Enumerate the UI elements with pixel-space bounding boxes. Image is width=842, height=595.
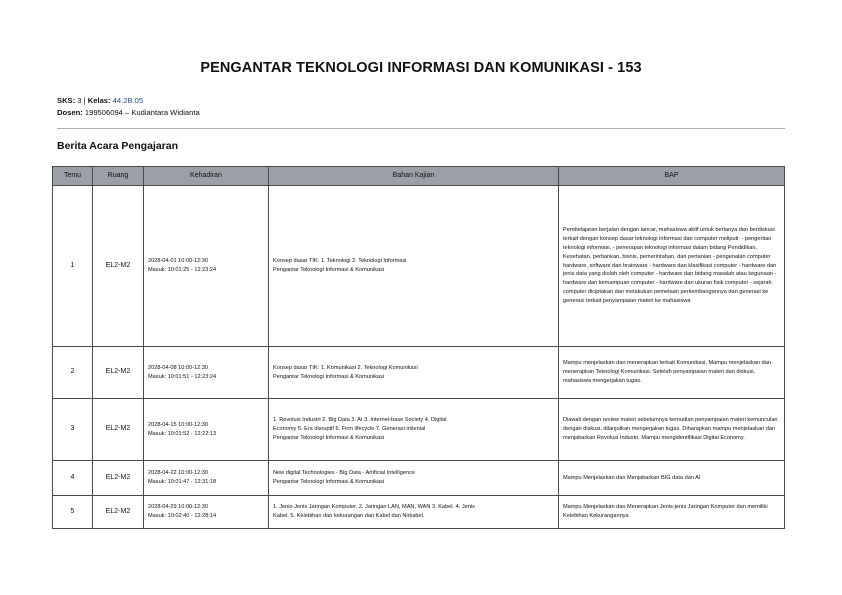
kehadiran-jadwal: 2028-04-08 10:00-12:30 bbox=[148, 364, 209, 371]
header-bap: BAP bbox=[559, 167, 785, 186]
header-bahan-kajian: Bahan Kajian bbox=[269, 167, 559, 186]
cell-bap: Diawali dengan review materi sebelumnya kemudian penyampaian materi kemunculan dengan diskusi, dilanjutkan mengerjakan tugas. Diharapkan mampu menjelaskan dan menjabarkan Revolusi Industri. Mampu mengidentifikasi Digital Economy. bbox=[559, 399, 785, 461]
dosen-label: Dosen: bbox=[57, 108, 83, 117]
cell-kehadiran bbox=[144, 461, 269, 496]
cell-kehadiran bbox=[144, 347, 269, 399]
bahan-line: 1. Revolusi Industri 2. Big Data 3. AI 3. Internet-base Society 4. Digital bbox=[273, 417, 447, 424]
cell-ruang: EL2-M2 bbox=[93, 347, 144, 399]
header-ruang: Ruang bbox=[93, 167, 144, 186]
cell-ruang: EL2-M2 bbox=[93, 461, 144, 496]
cell-bahan-kajian bbox=[269, 399, 559, 461]
dosen-line bbox=[57, 107, 200, 119]
cell-bap: Mampu Menjelaskan dan Menerapkan Jenis-jenis Jaringan Komputer dan memiliki Kelebihan Kekurangannya bbox=[559, 496, 785, 529]
header-temu: Temu bbox=[53, 167, 93, 186]
kelas-label: Kelas: bbox=[87, 96, 111, 105]
teaching-record-table bbox=[52, 166, 785, 529]
bahan-line: Pengantar Teknologi Informasi & Komunikasi bbox=[273, 479, 385, 485]
section-title: Berita Acara Pengajaran bbox=[57, 140, 179, 152]
kehadiran-masuk: Masuk: 10:01:25 - 12:23:24 bbox=[148, 267, 217, 273]
sks-label: SKS: bbox=[57, 96, 76, 105]
cell-bahan-kajian bbox=[269, 347, 559, 399]
cell-ruang: EL2-M2 bbox=[93, 496, 144, 529]
cell-temu: 5 bbox=[53, 496, 93, 529]
cell-bap: Mampu menjelaskan dan menerapkan terkait Komunikasi. Mampu menjelaskan dan menerapkan Teknologi Komunikasi. Setelah penyampaian materi dan diskusi, mahasiswa mengerjakan tugas. bbox=[559, 347, 785, 399]
bahan-line: Pengantar Teknologi Informasi & Komunikasi bbox=[273, 434, 385, 441]
divider bbox=[57, 128, 785, 129]
table-row bbox=[53, 461, 785, 496]
bahan-line: New digital Technologies - Big Data - Artificial Intelligence bbox=[273, 470, 415, 477]
kehadiran-jadwal: 2028-04-22 10:00-12:30 bbox=[148, 470, 209, 477]
table-row bbox=[53, 347, 785, 399]
cell-temu: 1 bbox=[53, 186, 93, 347]
kehadiran-masuk: Masuk: 10:01:52 - 12:22:13 bbox=[148, 430, 217, 437]
cell-temu: 3 bbox=[53, 399, 93, 461]
cell-ruang: EL2-M2 bbox=[93, 186, 144, 347]
separator: | bbox=[83, 96, 86, 105]
cell-ruang: EL2-M2 bbox=[93, 399, 144, 461]
sks-kelas-line bbox=[57, 95, 200, 107]
kehadiran-masuk: Masuk: 10:01:51 - 12:23:24 bbox=[148, 373, 217, 380]
bahan-line: 1. Jenis-Jenis Jaringan Komputer. 2. Jaringan LAN, MAN, WAN 3. Kabel. 4. Jenis bbox=[273, 504, 475, 511]
kehadiran-jadwal: 2028-04-15 10:00-12:30 bbox=[148, 421, 209, 428]
kehadiran-masuk: Masuk: 10:02:40 - 12:28:14 bbox=[148, 513, 217, 519]
header-kehadiran: Kehadiran bbox=[144, 167, 269, 186]
bahan-line: Pengantar Teknologi Informasi & Komunikasi bbox=[273, 373, 385, 380]
cell-kehadiran bbox=[144, 399, 269, 461]
cell-kehadiran bbox=[144, 496, 269, 529]
table-row bbox=[53, 496, 785, 529]
kelas-value: 44.2B.05 bbox=[112, 96, 144, 105]
document-title: PENGANTAR TEKNOLOGI INFORMASI DAN KOMUNIKASI - 153 bbox=[200, 60, 642, 76]
sks-value: 3 bbox=[77, 96, 82, 105]
cell-bahan-kajian bbox=[269, 461, 559, 496]
cell-temu: 2 bbox=[53, 347, 93, 399]
cell-kehadiran bbox=[144, 186, 269, 347]
bahan-line: Konsep dasar TIK: 1. Komunikasi 2. Teknologi Komunikasi bbox=[273, 364, 418, 371]
kehadiran-masuk: Masuk: 10:01:47 - 12:31:18 bbox=[148, 479, 217, 485]
kehadiran-jadwal: 2028-04-01 10:00-12:30 bbox=[148, 258, 209, 265]
kehadiran-jadwal: 2028-04-29 10:00-12:30 bbox=[148, 504, 209, 511]
table-row bbox=[53, 399, 785, 461]
cell-bahan-kajian bbox=[269, 186, 559, 347]
cell-bahan-kajian bbox=[269, 496, 559, 529]
bahan-line: Economy 5. Era disruptif 6. Firm lifecycle 7. Generasi milenial bbox=[273, 426, 426, 433]
cell-temu: 4 bbox=[53, 461, 93, 496]
bahan-line: Kabel. 5. Kelebihan dan kekurangan dari Kabel dan Nirkabel. bbox=[273, 513, 425, 519]
table-row bbox=[53, 186, 785, 347]
cell-bap: Pembelajaran berjalan dengan lancar, mahasiswa aktif untuk bertanya dan berdiskusi terkait dengan konsep dasar teknologi informasi dan computer meliputi: - pengertian teknologi informasi, - penerapan teknologi informasi dalam bidang Pendidikan, Kesehatan, perbankan, bisnis, pemerintahan, dan pertanian - pengenalan computer hardware, software dan brainware - hardware dan klasifikasi computer - hardware dan jenis data yang diolah oleh computer - hardware dan bidang masalah atau kegunaan - hardware dan kemampuan computer - hardware dan ukuran fisik computer - sejarah computer diciptakan dan melakukan pemetaan perkembangannya dari generasi ke generasi terkait penyampaian materi ke mahasiswa bbox=[559, 186, 785, 347]
table-header-row bbox=[53, 167, 785, 186]
bahan-line: Pengantar Teknologi Informasi & Komunikasi bbox=[273, 267, 385, 273]
course-meta bbox=[57, 95, 200, 119]
bahan-line: Konsep dasar TIK: 1. Teknologi 2. Teknologi Informasi bbox=[273, 258, 407, 265]
cell-bap: Mampu Menjelaskan dan Menjabarkan BIG data dan AI bbox=[559, 461, 785, 496]
dosen-value: 199506094 – Kudiantara Widianta bbox=[84, 108, 200, 117]
